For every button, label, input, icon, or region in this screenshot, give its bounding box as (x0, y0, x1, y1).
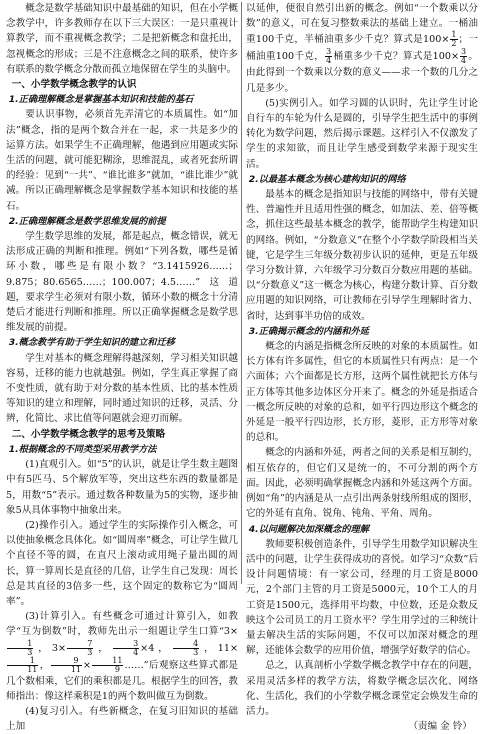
calc-text-a: (3)计算引入。有些概念可通过计算引入，如教学“互为倒数”时，教师先出示一组题让学生口算“3× (6, 611, 238, 638)
calc-sep-2: ， (94, 642, 112, 654)
paragraph-calculation-intro (6, 609, 238, 704)
paragraph-extension: 概念的内涵和外延，两者之间的关系是相互制约，相互依存的，但它们又是统一的，不可分割的两个方面。因此，必须明确掌握概念内涵和外延这两个方面。例如“角”的内涵是从一点引出两条射线所组成的图形，它的外延有直角、锐角、钝角、平角、周角。 (246, 447, 478, 520)
calc-sep-1: ，3× (34, 642, 67, 654)
calc-sep-3: ×4， (140, 642, 172, 654)
paragraph-transfer: 学生对基本的概念理解得越深刻，学习相关知识越容易，迁移的能力也就越强。例如，学生真正掌握了商不变性质，就有助于对分数的基本性质、比的基本性质等知识的建立和理解，同时通过知识的迁移，灵活、分辨，化简比、求比值等问题就会迎刃而解。 (6, 352, 238, 425)
paragraph-intuitive-intro: (1)直观引入。如“5”的认识，就是让学生数主题图中有5匹马、5个解放军等，突出这些东西的数量都是5，用数“5”表示。通过数各种数量为5的实物，逐步抽象5从具体事物中抽象出来。 (6, 459, 238, 516)
subheading-2-3: 3.正确揭示概念的内涵和外延 (248, 325, 369, 337)
fraction-nine-elevenths: $\frac{9}{11}$ (51, 657, 82, 674)
paragraph-conclusion: 总之，认真剖析小学数学概念教学中存在的问题，采用灵活多样的教学方法，将数学概念层次化、网络化、生活化，我们的小学数学概念课堂定会焕发生命的活力。 (246, 660, 478, 717)
paragraph-problem-solving: 教师要积极创造条件，引导学生用数学知识解决生活中的问题，让学生获得成功的喜悦。如学习“众数”后设计问题情境：有一家公司，经理的月工资是8000元，2个部门主管的月工资是5000元，10个工人的月工资是1500元，选择用平均数，中位数，还是众数反映这个公司员工的月工资水平？学生用学过的三种统计量去解决生活的实际问题，不仅可以加深对概念的理解，还能体会数学的应用价值，增强学好数学的信心。 (246, 538, 478, 657)
paragraph-operation-intro: (2)操作引入。通过学生的实际操作引入概念，可以使抽象概念具体化。如“圆周率”概念，可让学生做几个直径不等的圆，在直尺上滚动或用绳子量出圆的周长，算一算周长是直径的几倍，让学生自己发现：周长总是其直径的3倍多一些，这个固定的数称它为“圆周率”。 (6, 519, 238, 607)
calc-sep-5: × (83, 659, 92, 671)
calc-text-b: ，11× (200, 642, 238, 654)
fraction-multiply-text-d: 。由此得到一个数乘以分数的意义——求一个数的几分之几是多少。 (246, 51, 479, 94)
fraction-multiply-text-c: 桶重多少千克？算式是100× (333, 51, 459, 63)
right-column (246, 1, 479, 733)
fraction-one-third: $\frac{1}{3}$ (7, 640, 33, 657)
fraction-one-half: $\frac{1}{2}$ (451, 30, 457, 49)
fraction-multiply-text-b: ；一桶油重100千克， (246, 34, 478, 63)
left-column (6, 1, 239, 733)
paragraph-thinking: 学生数学思维的发展，都是起点，概念错误，就无法形成正确的判断和推理。例如“下列各数，哪些是循环小数，哪些是有限小数？“3.1415926……；9.875；80.6565……；100.007；4.5……”这道题，要求学生必须对有限小数，循环小数的概念十分清楚后才能进行判断和推理。所以正确掌握概念是数学思维发展的前提。 (6, 231, 238, 334)
fraction-three-fourths-right: $\frac{3}{4}$ (326, 47, 332, 66)
subheading-2-1: 1.根据概念的不同类型采用教学方法 (8, 443, 157, 455)
paragraph-addition-concept: 要认识事物，必须首先弄清它的本质属性。如“加法”概念，指的是两个数合并在一起，求一共是多少的运算方法。如果学生不正确理解，他遇到应用题或实际生活的问题，就可能犯糊涂，思维混乱，或者死套所谓的经验：见到“一共”、“谁比谁多”就加，“谁比谁少”就减。所以正确理解概念是掌握数学基本知识和技能的基石。 (6, 109, 238, 212)
editor-credit: （责编 金 铃） (408, 721, 472, 733)
paragraph-fraction-multiply (246, 1, 478, 96)
fraction-one-eleventh: $\frac{1}{11}$ (7, 657, 38, 674)
intro-paragraph: 概念是数学基础知识中最基础的知识，但在小学概念教学中，许多教师存在以下三大误区：一是只重视计算教学，而不重视概念教学；二是把新概念和盘托出，忽视概念的形成；三是不注意概念之间的联系，使许多有联系的数学概念分散而孤立地保留在学生的头脑中。 (6, 3, 238, 75)
subheading-2-4: 4.以问题解决加深概念的理解 (248, 523, 369, 535)
paragraph-connotation: 概念的内涵是指概念所反映的对象的本质属性。如长方体有许多属性，但它的本质属性只有两点：是一个六面体；六个面都是长方形，这两个属性就把长方体与正方体等其他多边体区分开来了。概念的外延是指适合一概念所反映的对象的总和，如平行四边形这个概念的外延是一般平行四边形，长方形，菱形，正方形等对象的总和。 (246, 341, 478, 444)
calc-sep-4: ， (39, 659, 50, 671)
subheading-1-3: 3.概念教学有助于学生知识的建立和迁移 (8, 337, 175, 349)
paragraph-review-intro: (4)复习引入。有些新概念，在复习旧知识的基础上加 (6, 705, 238, 733)
fraction-eleven-ninths: $\frac{11}{9}$ (92, 657, 123, 674)
column-divider (241, 2, 242, 584)
fraction-four-thirds: $\frac{4}{3}$ (173, 640, 199, 657)
fraction-three-fourths-right-2: $\frac{3}{4}$ (461, 47, 467, 66)
subheading-2-2: 2.以最基本概念为核心建构知识的网络 (248, 173, 406, 185)
subheading-1-2: 2.正确理解概念是数学思维发展的前提 (8, 215, 166, 227)
section-heading-1: 一、小学数学概念教学的认识 (11, 79, 137, 91)
subheading-1-1: 1.正确理解概念是掌握基本知识和技能的基石 (8, 94, 194, 106)
fraction-three-fourths: $\frac{3}{4}$ (113, 640, 139, 657)
fraction-multiply-text-a: 以延伸，便很自然引出新的概念。例如“一个数乘以分数”的意义，可在复习整数乘法的基础上建立。一桶油重100千克，半桶油重多少千克？算式是100× (246, 3, 478, 46)
paragraph-example-intro: (5)实例引入。如学习圆的认识时，先让学生讨论自行车的车轮为什么是圆的，引导学生把生活中的事例转化为数学问题，然后揭示课题。这样引入不仅激发了学生的求知欲，而且让学生感受到数学来源于现实生活。 (246, 97, 478, 170)
section-heading-2: 二、小学数学概念教学的思考及策略 (11, 428, 166, 440)
calc-text-c: ……”后观察这些算式都是几个数相乘，它们的乘积都是几。根据学生的回答，教师指出：像这样乘积是1的两个数叫做互为倒数。 (6, 659, 239, 702)
paragraph-knowledge-network: 最基本的概念是指知识与技能的网络中，带有关键性、普遍性并且适用性强的概念，如加法、差、倍等概念，抓住这些最基本概念的教学，能帮助学生构建知识的网络。例如，“分数意义”在整个小学数学阶段相当关键，它是学生三年级分数初步认识的延伸，更是五年级学习分数计算，六年级学习分数百分数应用题的基础。以“分数意义”这一概念为核心，构建分数计算、百分数应用题的知识网络，可让教师在引导学生理解时省力、省时，达到事半功倍的成效。 (246, 189, 478, 322)
fraction-seven-thirds: $\frac{7}{3}$ (67, 640, 93, 657)
